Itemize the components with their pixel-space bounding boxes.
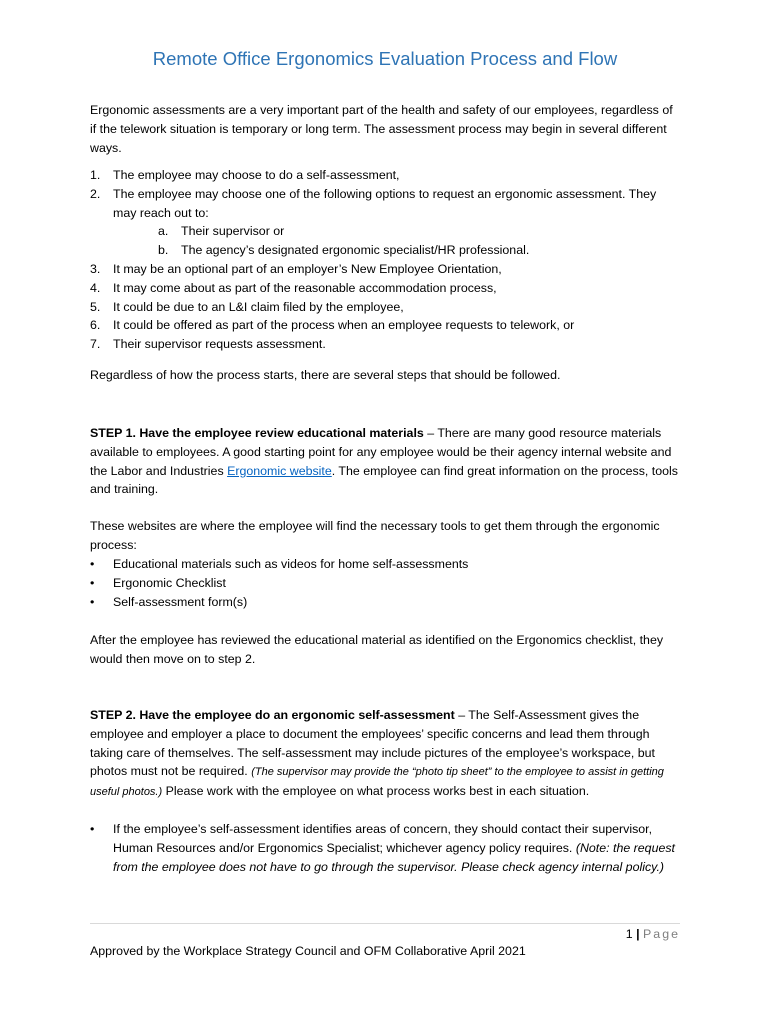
bullet-icon: •	[90, 557, 95, 571]
footer-text: Approved by the Workplace Strategy Council and OFM Collaborative April 2021	[90, 944, 526, 958]
step1-heading: STEP 1. Have the employee review educational materials	[90, 426, 424, 440]
regardless-paragraph: Regardless of how the process starts, there are several steps that should be followed.	[90, 368, 561, 382]
list-item: 7. Their supervisor requests assessment.	[90, 337, 326, 352]
bullet-icon: •	[90, 594, 95, 609]
concern-paragraph: • If the employee’s self-assessment identifies areas of concern, they should contact their supervisor, Human Resources and/or Ergonomics Specialist; whichever agency policy requires. (Note: the request from the employee does not have to go through the supervisor. Please check agency internal policy.)	[90, 822, 675, 874]
reach-out-list	[113, 222, 680, 260]
websites-paragraph: These websites are where the employee will find the necessary tools to get them through the ergonomic process:	[90, 519, 660, 552]
step2-paragraph: STEP 2. Have the employee do an ergonomic self-assessment – The Self-Assessment gives the employee and employer a place to document the employees’ specific concerns and lead them through taking care of themselves. The self-assessment may include pictures of the employee’s workspace, but photos must not be required. (The supervisor may provide the “photo tip sheet” to the employee to assist in getting useful photos.) Please work with the employee on what process works best in each situation.	[90, 708, 664, 799]
website-items-list	[90, 555, 680, 611]
list-item: 1. The employee may choose to do a self-assessment,	[90, 168, 400, 182]
list-item: a. Their supervisor or	[158, 224, 285, 239]
list-item: 6. It could be offered as part of the process when an employee requests to telework, or	[90, 318, 575, 333]
list-item: • Self-assessment form(s)	[90, 593, 680, 612]
photo-note: (The supervisor may provide the “photo tip sheet” to the employee to assist in getting useful photos.)	[90, 766, 664, 799]
after-paragraph: After the employee has reviewed the educational material as identified on the Ergonomics checklist, they would then move on to step 2.	[90, 633, 664, 666]
list-item: • Ergonomic Checklist	[90, 574, 680, 593]
step2-heading: STEP 2. Have the employee do an ergonomic self-assessment	[90, 708, 455, 722]
concern-note: (Note: the request from the employee does not have to go through the supervisor. Please check agency internal policy.)	[113, 840, 675, 874]
list-item: 2. The employee may choose one of the following options to request an ergonomic assessment. They may reach out to: a. Their supervisor or b. The agency’s designated ergonomic specialist/HR professional.	[90, 185, 680, 260]
page-title: Remote Office Ergonomics Evaluation Process and Flow	[152, 48, 618, 69]
intro-paragraph: Ergonomic assessments are a very important part of the health and safety of our employees, regardless of if the telework situation is temporary or long term. The assessment process may begin in several different ways.	[90, 103, 673, 155]
list-item: 3. It may be an optional part of an employer’s New Employee Orientation,	[90, 261, 502, 276]
list-item: 5. It could be due to an L&I claim filed by the employee,	[90, 299, 404, 314]
step1-paragraph: STEP 1. Have the employee review educational materials – There are many good resource materials available to employees. A good starting point for any employee would be their agency internal website and the Labor and Industries Ergonomic website. The employee can find great information on the process, tools and training.	[90, 426, 678, 497]
list-item: • Educational materials such as videos for home self-assessments	[90, 555, 680, 574]
assessment-start-list	[90, 166, 680, 354]
list-item: 4. It may come about as part of the reasonable accommodation process,	[90, 280, 497, 295]
ergonomic-website-link[interactable]: Ergonomic website	[227, 463, 332, 478]
page-number: 1 | Page	[625, 927, 680, 941]
footer-divider	[90, 923, 680, 924]
list-item: b. The agency’s designated ergonomic specialist/HR professional.	[158, 243, 530, 258]
bullet-icon: •	[90, 822, 95, 836]
bullet-icon: •	[90, 575, 95, 590]
